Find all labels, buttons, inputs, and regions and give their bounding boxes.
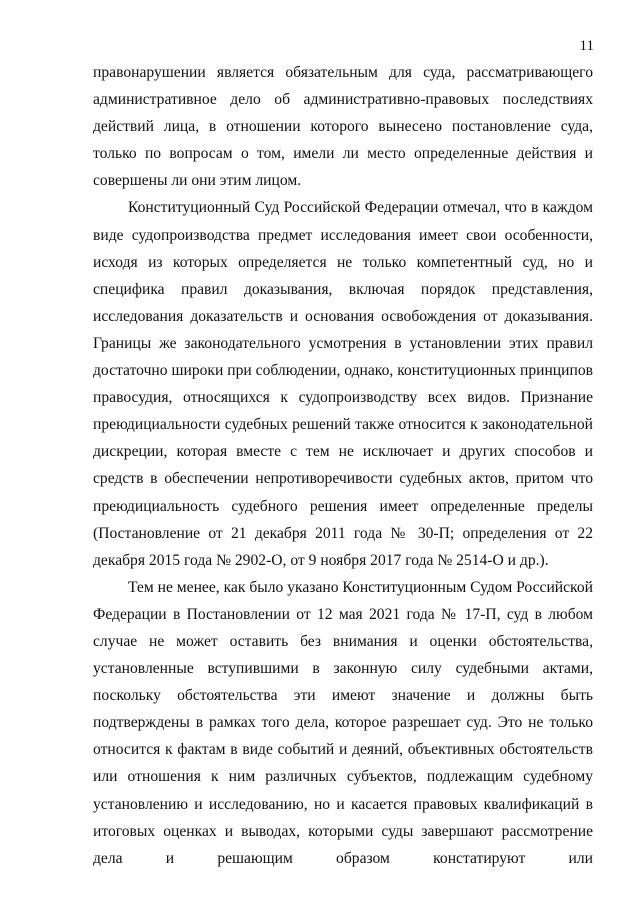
paragraph-constitutional-court: Конституционный Суд Российской Федерации отмечал, что в каждом виде судопроизводства предмет исследования имеет свои особенности, исходя из которых определяется не только компетентный суд, но и специфика правил доказывания, включая порядок представления, исследования доказательств и основания освобождения от доказывания. Границы же законодательного усмотрения в установлении этих правил достаточно широки при соблюдении, однако, конституционных принципов правосудия, относящихся к судопроизводству всех видов. Признание преюдициальности судебных решений также относится к законодательной дискреции, которая вместе с тем не исключает и других способов и средств в обеспечении непротиворечивости судебных актов, притом что преюдициальность судебного решения имеет определенные пределы (Постановление от 21 декабря 2011 года № 30-П; определения от 22 декабря 2015 года № 2902-О, от 9 ноября 2017 года № 2514-О и др.). <box>93 199 593 569</box>
paragraph-continuation: правонарушении является обязательным для суда, рассматривающего административное дело об административно-правовых последствиях действий лица, в отношении которого вынесено постановление суда, только по вопросам о том, имели ли место определенные действия и совершены ли они этим лицом. <box>93 64 593 190</box>
document-body <box>93 59 593 872</box>
paragraph-nevertheless: Тем не менее, как было указано Конституционным Судом Российской Федерации в Постановлении от 12 мая 2021 года № 17-П, суд в любом случае не может оставить без внимания и оценки обстоятельства, установленные вступившими в законную силу судебными актами, поскольку обстоятельства эти имеют значение и должны быть подтверждены в рамках того дела, которое разрешает суд. Это не только относится к фактам в виде событий и деяний, объективных обстоятельств или отношения к ним различных субъектов, подлежащим судебному установлению и исследованию, но и касается правовых квалификаций в итоговых оценках и выводах, которыми суды завершают рассмотрение дела и решающим образом констатируют или <box>93 578 593 867</box>
page-number: 11 <box>579 38 594 54</box>
